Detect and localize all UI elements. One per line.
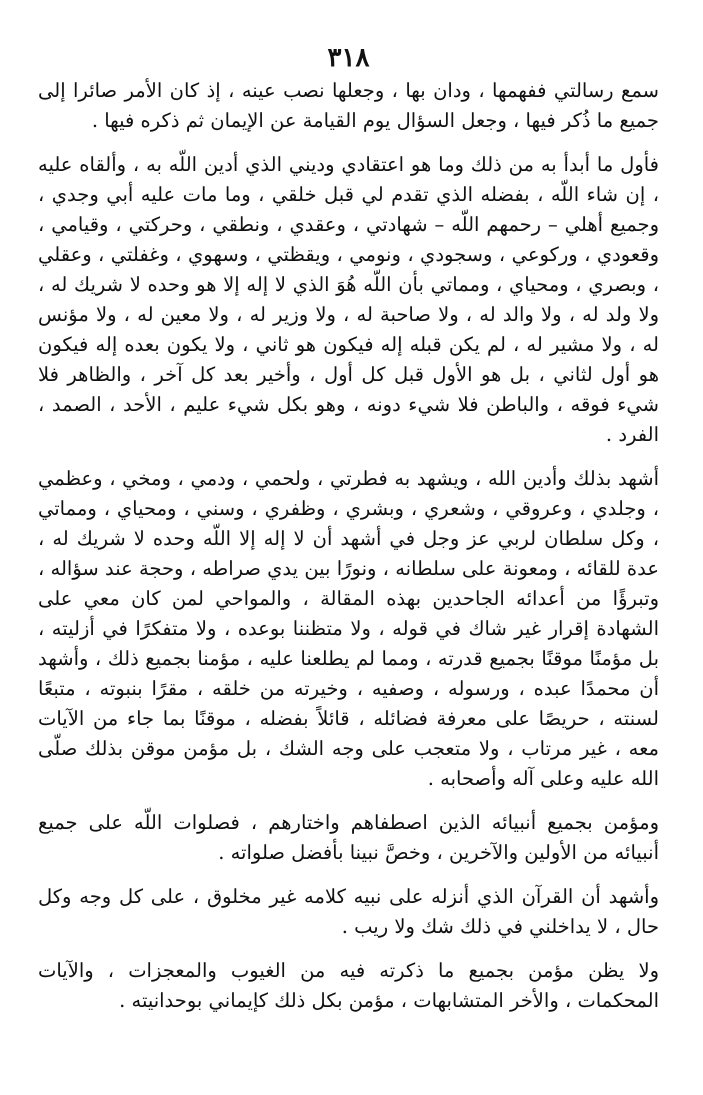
- paragraph-5: وأشهد أن القرآن الذي أنزله على نبيه كلامه غير مخلوق ، على كل وجه وكل حال ، لا يداخلني في ذلك شك ولا ريب .: [38, 885, 659, 938]
- paragraph-3: أشهد بذلك وأدين الله ، ويشهد به فطرتي ، ولحمي ، ودمي ، ومخي ، وعظمي ، وجلدي ، وعروقي ، وشعري ، وبشري ، وظفري ، وسني ، ومحياي ، ومماتي ، وكل سلطان لربي عز وجل في أشهد أن لا إله إلا اللّه وحده لا شريك له ، عدة للقائه ، ومعونة على سلطانه ، ونورًا بين يدي صراطه ، وحجة عند سؤاله ، وتبرؤًا من أعدائه الجاحدين بهذه المقالة ، والمواحي لمن كان معي على الشهادة إقرار غير شاك في قوله ، ولا متظننا بوعده ، ولا متفكرًا في أزليته ، بل مؤمنًا موقنًا بجميع قدرته ، ومما لم يطلعنا عليه ، مؤمنا بجميع ذلك ، وأشهد أن محمدًا عبده ، ورسوله ، وصفيه ، وخيرته من خلقه ، مقرًا بنبوته ، متبعًا لسنته ، حريصًا على معرفة فضائله ، قائلاً بفضله ، موقنًا بما جاء من الآيات معه ، غير مرتاب ، ولا متعجب على وجه الشك ، بل مؤمن موقن بذلك صلّى الله عليه وعلى آله وأصحابه .: [38, 467, 659, 790]
- paragraph-4: ومؤمن بجميع أنبيائه الذين اصطفاهم واختارهم ، فصلوات اللّه على جميع أنبيائه من الأولين والآخرين ، وخصَّ نبينا بأفضل صلواته .: [38, 811, 659, 864]
- paragraph-2: فأول ما أبدأ به من ذلك وما هو اعتقادي وديني الذي أدين اللّه به ، وألقاه عليه ، إن شاء اللّه ، بفضله الذي تقدم لي قبل خلقي ، وما مات عليه أبي وجدي ، وجميع أهلي – رحمهم اللّه – شهادتي ، وعقدي ، ونطقي ، وحركتي ، وقيامي ، وقعودي ، وركوعي ، وسجودي ، ونومي ، ويقظتي ، وسهوي ، وغفلتي ، وعقلي ، وبصري ، ومحياي ، ومماتي بأن اللّه هُوَ الذي لا إله إلا هو وحده لا شريك له ، ولا ولد له ، ولا والد له ، ولا صاحبة له ، ولا وزير له ، ولا معين له ، ولا مؤنس له ، ولا مشير له ، لم يكن قبله إله فيكون هو ثاني ، ولا يكون بعده إله فيكون هو أول لثاني ، بل هو الأول قبل كل أول ، وأخير بعد كل آخر ، والظاهر فلا شيء فوقه ، والباطن فلا شيء دونه ، وهو بكل شيء عليم ، الأحد ، الصمد ، الفرد .: [38, 153, 659, 446]
- page-number: ٣١٨: [327, 43, 370, 73]
- paragraph-1: سمع رسالتي ففهمها ، ودان بها ، وجعلها نصب عينه ، إذ كان الأمر صائرا إلى جميع ما ذُكر فيها ، وجعل السؤال يوم القيامة عن الإيمان ثم ذكره فيها .: [38, 79, 659, 132]
- paragraph-6: ولا يظن مؤمن بجميع ما ذكرته فيه من الغيوب والمعجزات ، والآيات المحكمات ، والأخر المتشابهات ، مؤمن بكل ذلك كإيماني بوحدانيته .: [38, 959, 659, 1012]
